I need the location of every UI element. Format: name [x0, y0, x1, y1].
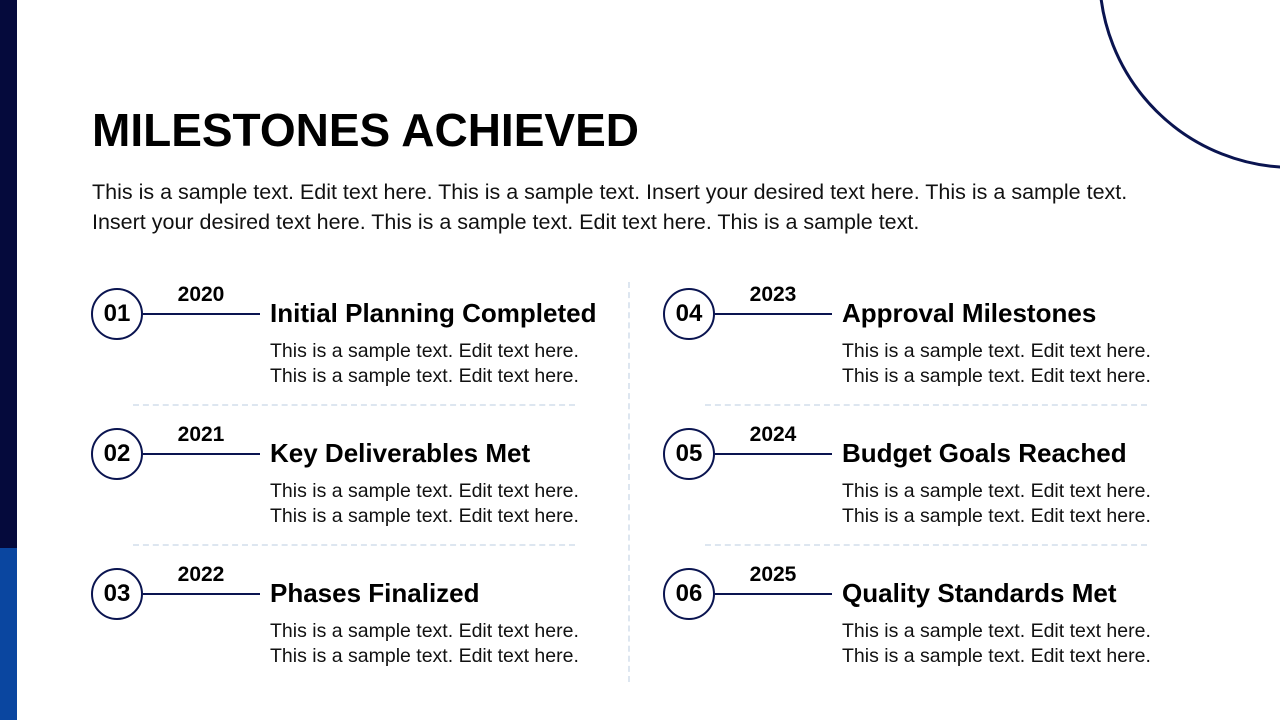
milestone-number-badge: 03 — [91, 568, 143, 620]
left-accent-bar-navy — [0, 0, 17, 548]
milestone-description — [270, 339, 610, 389]
milestone-number-badge: 04 — [663, 288, 715, 340]
milestone-connector-line — [143, 453, 260, 455]
milestone-number-badge: 02 — [91, 428, 143, 480]
milestone-year: 2022 — [177, 563, 225, 586]
milestone-item — [91, 563, 611, 678]
milestone-description — [842, 619, 1182, 669]
milestone-year: 2020 — [177, 283, 225, 306]
milestone-description-line: This is a sample text. Edit text here. — [270, 645, 579, 667]
milestone-connector-line — [143, 593, 260, 595]
corner-arc-decoration — [1098, 0, 1280, 169]
milestone-number-badge: 06 — [663, 568, 715, 620]
milestone-connector-line — [143, 313, 260, 315]
milestone-year: 2021 — [177, 423, 225, 446]
milestone-year: 2023 — [749, 283, 797, 306]
milestone-connector-line — [715, 593, 832, 595]
milestone-connector-line — [715, 453, 832, 455]
row-divider — [705, 544, 1147, 546]
milestone-heading: Phases Finalized — [270, 578, 480, 608]
milestone-description — [842, 479, 1182, 529]
row-divider — [133, 404, 575, 406]
row-divider — [133, 544, 575, 546]
left-accent-bar-blue — [0, 548, 17, 720]
milestone-description-line: This is a sample text. Edit text here. — [842, 480, 1151, 502]
milestone-description-line: This is a sample text. Edit text here. — [270, 505, 579, 527]
milestone-description — [842, 339, 1182, 389]
milestone-heading: Initial Planning Completed — [270, 298, 597, 328]
milestone-description-line: This is a sample text. Edit text here. — [842, 645, 1151, 667]
milestone-item — [663, 283, 1183, 398]
milestone-description-line: This is a sample text. Edit text here. — [842, 365, 1151, 387]
milestone-item — [663, 423, 1183, 538]
milestone-heading: Approval Milestones — [842, 298, 1097, 328]
milestone-description-line: This is a sample text. Edit text here. — [842, 620, 1151, 642]
column-divider — [628, 282, 630, 682]
milestone-description-line: This is a sample text. Edit text here. — [842, 340, 1151, 362]
row-divider — [705, 404, 1147, 406]
milestone-heading: Key Deliverables Met — [270, 438, 531, 468]
milestone-number-badge: 01 — [91, 288, 143, 340]
milestone-description — [270, 479, 610, 529]
milestone-heading: Quality Standards Met — [842, 578, 1117, 608]
slide-title: MILESTONES ACHIEVED — [92, 104, 639, 156]
intro-text: This is a sample text. Edit text here. This is a sample text. Insert your desired text here. This is a sample text. Insert your desired text here. This is a sample text. Edit text here. This is a sample text. — [92, 180, 1128, 234]
milestone-year: 2024 — [749, 423, 797, 446]
milestone-number-badge: 05 — [663, 428, 715, 480]
milestone-description-line: This is a sample text. Edit text here. — [842, 505, 1151, 527]
milestone-year: 2025 — [749, 563, 797, 586]
milestone-heading: Budget Goals Reached — [842, 438, 1127, 468]
milestone-description-line: This is a sample text. Edit text here. — [270, 480, 579, 502]
milestone-description-line: This is a sample text. Edit text here. — [270, 365, 579, 387]
milestone-connector-line — [715, 313, 832, 315]
milestone-description-line: This is a sample text. Edit text here. — [270, 620, 579, 642]
milestone-description-line: This is a sample text. Edit text here. — [270, 340, 579, 362]
milestone-description — [270, 619, 610, 669]
milestone-item — [663, 563, 1183, 678]
milestone-item — [91, 423, 611, 538]
milestone-item — [91, 283, 611, 398]
